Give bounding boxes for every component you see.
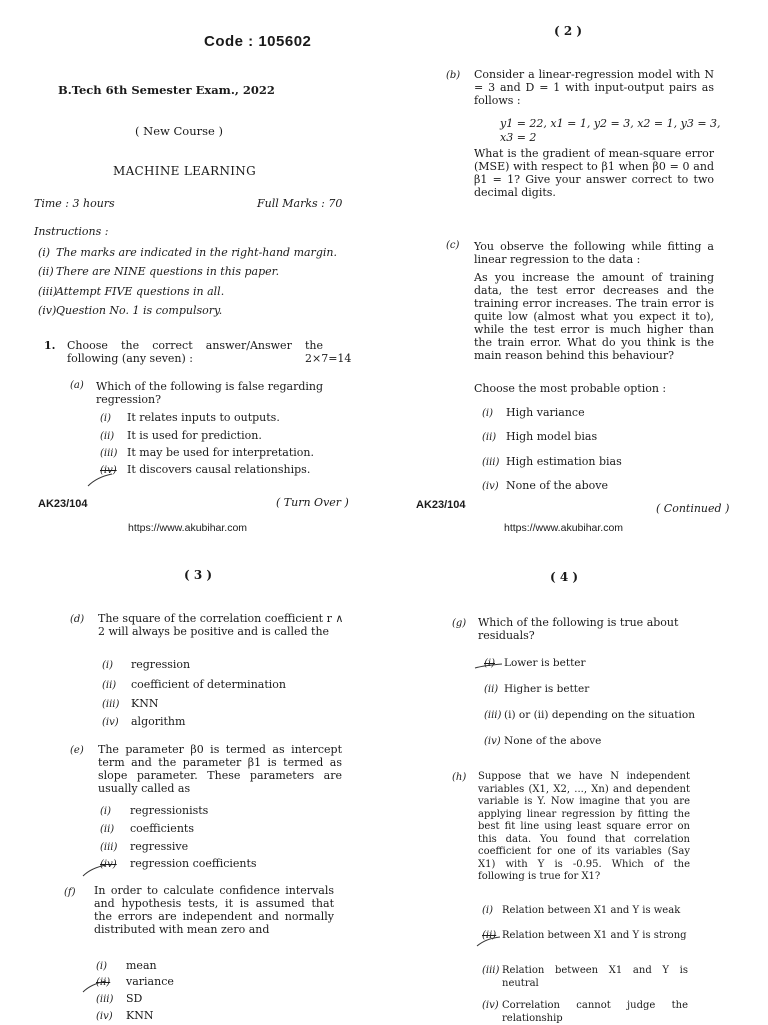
option-num: (ii): [482, 930, 497, 941]
option-text: SD: [126, 992, 143, 1005]
question-label: (c): [446, 240, 460, 251]
exam-title: B.Tech 6th Semester Exam., 2022: [58, 83, 275, 97]
option-text: High estimation bias: [506, 455, 622, 468]
question-label: (f): [64, 887, 76, 898]
option-text: regression coefficients: [130, 857, 257, 870]
instruction-num: (iv): [38, 304, 57, 317]
option-text: regression: [131, 658, 191, 671]
option-num: (iv): [100, 859, 117, 870]
footer-url: https://www.akubihar.com: [128, 522, 248, 534]
q1-marks: 2×7=14: [305, 352, 352, 365]
instruction-1: [38, 246, 337, 259]
question-text: What is the gradient of mean-square error (MSE) with respect to β1 when β0 = 0 and β1 = 1? Give your answer correct to two decimal digits.: [474, 147, 714, 199]
footer-code: AK23/104: [416, 499, 466, 511]
option-row: [482, 965, 692, 990]
option-num: (ii): [100, 824, 115, 835]
option-row: [100, 463, 310, 477]
option-text: It may be used for interpretation.: [127, 446, 314, 459]
pen-mark: [80, 862, 116, 880]
instruction-2: [38, 265, 279, 278]
option-text: Relation between X1 and Y is weak: [502, 905, 681, 916]
option-row: [482, 430, 597, 444]
option-text: High model bias: [506, 430, 598, 443]
option-row: [482, 406, 585, 420]
option-text: KNN: [126, 1009, 154, 1022]
option-row: [100, 446, 314, 460]
question-label: (d): [70, 614, 85, 625]
subject-title: MACHINE LEARNING: [113, 164, 256, 178]
option-num: (ii): [484, 684, 499, 695]
pen-mark: [472, 662, 512, 680]
option-text: coefficient of determination: [131, 678, 286, 691]
option-text: None of the above: [504, 735, 602, 747]
option-text: (i) or (ii) depending on the situation: [504, 709, 695, 721]
option-num: (ii): [100, 431, 115, 442]
option-row: [96, 959, 157, 973]
question-text: The parameter β0 is termed as intercept term and the parameter β1 is termed as slope parameter. These parameters are usually called as: [98, 743, 342, 795]
option-num: (i): [484, 658, 496, 669]
question-text: In order to calculate confidence intervals and hypothesis tests, it is assumed that the errors are independent and normally distributed with mean zero and: [94, 884, 334, 936]
option-row: [484, 735, 601, 748]
instruction-text: Attempt FIVE questions in all.: [56, 285, 225, 298]
option-row: [484, 709, 695, 722]
instructions-heading: Instructions :: [34, 225, 109, 238]
option-num: (iv): [100, 465, 117, 476]
option-row: [482, 479, 608, 493]
question-text: You observe the following while fitting a linear regression to the data :: [474, 240, 714, 266]
option-text: Correlation cannot judge the relationship: [502, 1000, 688, 1024]
option-num: (iv): [482, 1000, 499, 1011]
instruction-3: [38, 285, 224, 298]
option-num: (i): [100, 806, 112, 817]
option-prompt: Choose the most probable option :: [474, 382, 667, 395]
option-row: [96, 1009, 153, 1023]
option-text: Relation between X1 and Y is neutral: [502, 965, 688, 989]
time-label: Time : 3 hours: [34, 197, 115, 210]
question-text: Which of the following is false regarding regression?: [96, 380, 324, 406]
q1-text-line2: following (any seven) :: [67, 352, 194, 365]
question-text: Which of the following is true about residuals?: [478, 616, 679, 642]
page-3: [0, 548, 384, 1024]
option-row: [100, 822, 194, 836]
option-text: Higher is better: [504, 683, 590, 695]
option-text: It discovers causal relationships.: [127, 463, 311, 476]
option-row: [482, 905, 692, 918]
footer-code: AK23/104: [38, 498, 88, 510]
option-row: [482, 930, 692, 943]
option-row: [100, 411, 280, 425]
question-text: Suppose that we have N independent variables (X1, X2, ..., Xn) and dependent variable is Y. Now imagine that you are applying linear regression by fitting the best fit line using least square error on this data. You found that correlation coefficient for one of its variables (Say X1) with Y is -0.95. Which of the following is true for X1?: [478, 771, 690, 882]
question-number: 1.: [44, 339, 56, 352]
option-row: [482, 455, 622, 469]
question-text: The square of the correlation coefficient r ∧ 2 will always be positive and is called the: [98, 612, 344, 638]
option-num: (ii): [482, 432, 497, 443]
option-num: (iv): [484, 736, 501, 747]
footer-url: https://www.akubihar.com: [504, 522, 624, 534]
option-num: (iii): [482, 965, 500, 976]
option-num: (iii): [102, 699, 120, 710]
option-text: High variance: [506, 406, 585, 419]
option-num: (i): [482, 408, 494, 419]
option-text: It is used for prediction.: [127, 429, 262, 442]
question-text: As you increase the amount of training data, the test error decreases and the training error increases. The train error is quite low (almost what you expect it to), while the test error is much higher than the train error. What do you think is the main reason behind this behaviour?: [474, 271, 714, 362]
question-label: (g): [452, 618, 467, 629]
full-marks: Full Marks : 70: [257, 197, 343, 210]
option-row: [102, 678, 286, 692]
option-num: (iii): [100, 448, 118, 459]
page-4: [384, 548, 768, 1024]
exam-code: Code : 105602: [204, 33, 312, 50]
instruction-text: The marks are indicated in the right-hand margin.: [56, 246, 337, 259]
footer-continued: ( Continued ): [656, 502, 730, 515]
option-text: KNN: [131, 697, 159, 710]
option-num: (i): [102, 660, 114, 671]
question-label: (h): [452, 772, 467, 783]
option-num: (ii): [96, 977, 111, 988]
question-label: (b): [446, 70, 461, 81]
option-row: [96, 992, 142, 1006]
option-num: (i): [482, 905, 494, 916]
option-row: [100, 857, 257, 871]
page-1: [0, 0, 384, 548]
option-text: It relates inputs to outputs.: [127, 411, 280, 424]
option-row: [102, 715, 185, 729]
option-text: regressive: [130, 840, 189, 853]
option-num: (iii): [482, 457, 500, 468]
page-number: ( 4 ): [550, 570, 579, 584]
option-text: None of the above: [506, 479, 608, 492]
page-number: ( 2 ): [554, 24, 583, 38]
pen-mark: [474, 934, 510, 952]
instruction-num: (ii): [38, 265, 54, 278]
option-text: mean: [126, 959, 157, 972]
pen-mark: [86, 470, 126, 490]
option-num: (iv): [102, 717, 119, 728]
instruction-4: [38, 304, 222, 317]
option-row: [100, 804, 208, 818]
instruction-text: There are NINE questions in this paper.: [56, 265, 280, 278]
option-text: Lower is better: [504, 657, 586, 669]
option-row: [100, 840, 188, 854]
page-number: ( 3 ): [184, 568, 213, 582]
question-label: (a): [70, 380, 84, 391]
option-row: [484, 683, 589, 696]
option-num: (iii): [100, 842, 118, 853]
option-text: Relation between X1 and Y is strong: [502, 930, 687, 941]
option-row: [482, 1000, 692, 1025]
option-text: algorithm: [131, 715, 186, 728]
option-row: [102, 697, 158, 711]
option-num: (iii): [484, 710, 502, 721]
option-text: variance: [126, 975, 174, 988]
option-num: (iv): [482, 481, 499, 492]
option-num: (iii): [96, 994, 114, 1005]
footer-turn-over: ( Turn Over ): [276, 496, 349, 509]
option-num: (i): [96, 961, 108, 972]
formula-line: y1 = 22, x1 = 1, y2 = 3, x2 = 1, y3 = 3,: [500, 117, 721, 130]
option-row: [100, 429, 262, 443]
option-num: (iv): [96, 1011, 113, 1022]
option-num: (i): [100, 413, 112, 424]
option-row: [102, 658, 190, 672]
q1-text-line1: Choose the correct answer/Answer the: [67, 339, 323, 352]
instruction-num: (iii): [38, 285, 58, 298]
option-text: regressionists: [130, 804, 209, 817]
option-text: coefficients: [130, 822, 194, 835]
question-label: (e): [70, 745, 84, 756]
course-label: ( New Course ): [135, 124, 223, 138]
formula-line: x3 = 2: [500, 131, 537, 144]
page-2: [384, 0, 768, 548]
option-num: (ii): [102, 680, 117, 691]
question-text: Consider a linear-regression model with N = 3 and D = 1 with input-output pairs as follows :: [474, 68, 714, 107]
instruction-text: Question No. 1 is compulsory.: [56, 304, 223, 317]
instruction-num: (i): [38, 246, 51, 259]
